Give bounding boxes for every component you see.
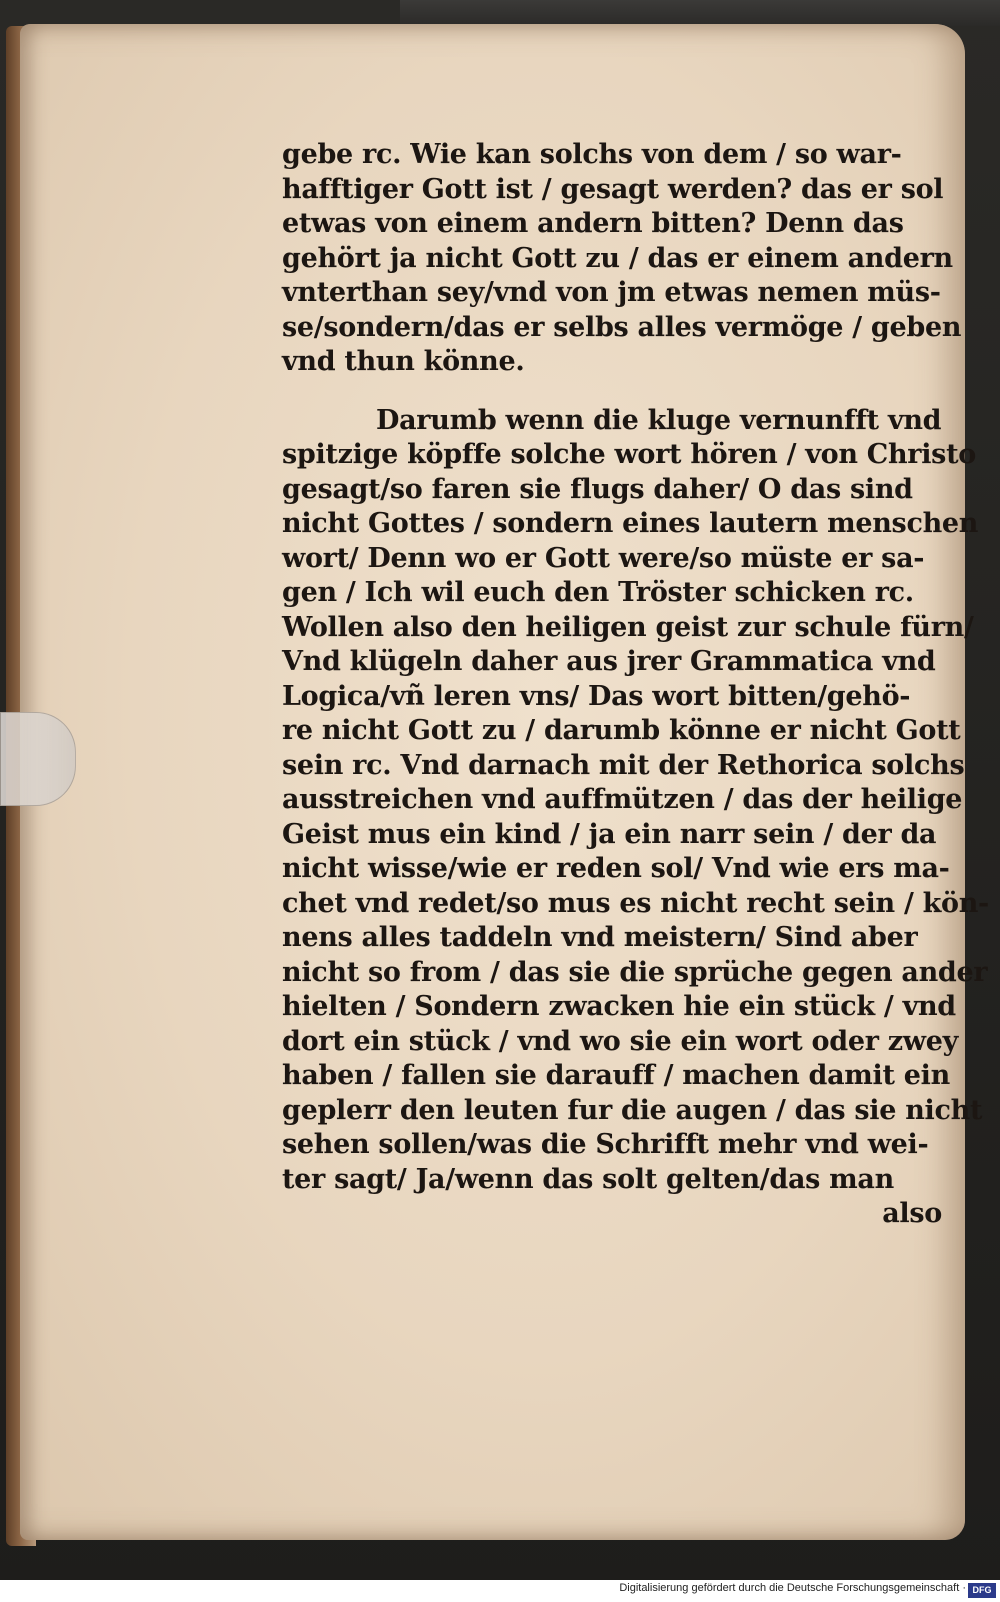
text-line: hielten / Sondern zwacken hie ein stück / vnd — [282, 991, 956, 1022]
book-cover-edge — [400, 0, 1000, 26]
text-line: ter sagt/ Ja/wenn das solt gelten/das man — [282, 1163, 894, 1195]
text-line: nicht wisse/wie er reden sol/ Vnd wie ers ma- — [282, 853, 950, 884]
text-line: gesagt/so faren sie flugs daher/ O das sind — [282, 473, 913, 505]
catchword: also — [882, 1198, 942, 1229]
text-line: sein rc. Vnd darnach mit der Rethorica solchs — [282, 749, 965, 781]
text-line: Geist mus ein kind / ja ein narr sein / der da — [282, 818, 937, 850]
text-line: hafftiger Gott ist / gesagt werden? das er sol — [282, 173, 944, 205]
text-line: Logica/vñ leren vns/ Das wort bitten/gehö- — [282, 680, 911, 712]
text-line: etwas von einem andern bitten? Denn das — [282, 208, 904, 239]
page-text-block — [282, 138, 989, 1232]
text-line: wort/ Denn wo er Gott were/so müste er sa- — [282, 542, 925, 574]
dfg-logo: DFG — [968, 1583, 996, 1598]
text-line: nicht Gottes / sondern eines lautern menschen — [282, 508, 979, 539]
text-line: re nicht Gott zu / darumb könne er nicht Gott — [282, 715, 961, 746]
text-line: Wollen also den heiligen geist zur schule fürn/ — [282, 611, 974, 643]
text-line: chet vnd redet/so mus es nicht recht sein / kön- — [282, 887, 989, 919]
text-line: haben / fallen sie darauff / machen damit ein — [282, 1060, 950, 1091]
text-line: Vnd klügeln daher aus jrer Grammatica vnd — [282, 646, 936, 677]
text-line: se/sondern/das er selbs alles vermöge / geben — [282, 311, 962, 343]
text-line: vnterthan sey/vnd von jm etwas nemen müs- — [282, 277, 941, 308]
text-line: gebe rc. Wie kan solchs von dem / so war- — [282, 139, 902, 170]
text-line: gehört ja nicht Gott zu / das er einem andern — [282, 242, 953, 274]
text-line: geplerr den leuten fur die augen / das sie nicht — [282, 1094, 983, 1126]
text-line: dort ein stück / vnd wo sie ein wort oder zwey — [282, 1025, 958, 1057]
text-line: gen / Ich wil euch den Tröster schicken rc. — [282, 577, 914, 608]
text-line: sehen sollen/was die Schrifft mehr vnd wei- — [282, 1129, 929, 1160]
paragraph-1 — [282, 138, 962, 380]
text-line: ausstreichen vnd auffmützen / das der heilige — [282, 784, 963, 815]
text-line: nicht so from / das sie die sprüche gegen ander — [282, 956, 988, 988]
text-line: vnd thun könne. — [282, 346, 525, 377]
text-line: nens alles taddeln vnd meistern/ Sind aber — [282, 922, 918, 953]
text-line: Darumb wenn die kluge vernunfft vnd — [376, 404, 942, 436]
paragraph-gap — [282, 380, 942, 404]
paragraph-2 — [282, 404, 989, 1198]
page-holder-clip — [0, 712, 76, 806]
footer-credit: Digitalisierung gefördert durch die Deutsche Forschungsgemeinschaft · — [619, 1582, 966, 1594]
footer-bar — [0, 1580, 1000, 1602]
text-line: spitzige köpffe solche wort hören / von Christo — [282, 439, 976, 470]
